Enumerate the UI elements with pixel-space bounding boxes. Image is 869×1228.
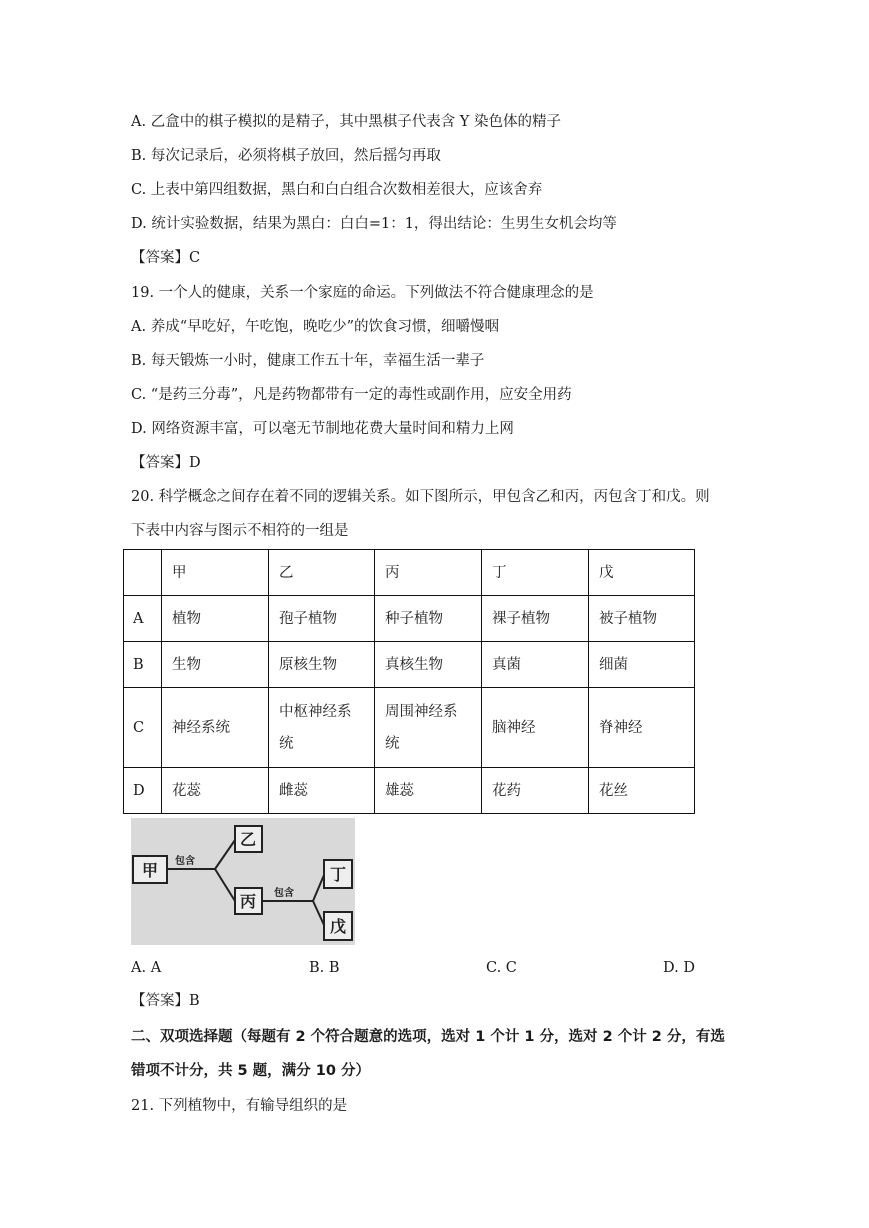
diagram-edge [215, 869, 235, 901]
table-cell: 裸子植物 [482, 596, 589, 642]
table-header-cell: 甲 [162, 550, 269, 596]
diagram-edge [215, 840, 235, 869]
table-cell: D [124, 768, 162, 814]
table-cell-text: 周围神经系统 [385, 703, 458, 752]
q20-option-b: B. B [309, 960, 340, 976]
concept-diagram [131, 818, 355, 945]
q18-answer: 【答案】C [131, 250, 201, 266]
table-header-cell: 戊 [589, 550, 695, 596]
q18-option-d: D. 统计实验数据，结果为黑白：白白=1：1，得出结论：生男生女机会均等 [131, 216, 617, 232]
table-cell: 雌蕊 [269, 768, 375, 814]
table-cell [269, 688, 375, 768]
q20-option-c: C. C [486, 960, 517, 976]
table-row [124, 596, 695, 642]
q19-option-c: C. “是药三分毒”，凡是药物都带有一定的毒性或副作用，应安全用药 [131, 387, 572, 403]
q18-option-c: C. 上表中第四组数据，黑白和白白组合次数相差很大，应该舍弃 [131, 182, 543, 198]
table-cell: 孢子植物 [269, 596, 375, 642]
table-cell: 脑神经 [482, 688, 589, 768]
table-cell: 真菌 [482, 642, 589, 688]
diagram-edge [313, 901, 324, 925]
diagram-edge-label: 包含 [274, 888, 294, 899]
diagram-node-root: 甲 [141, 861, 159, 880]
table-row [124, 642, 695, 688]
table-cell [375, 688, 482, 768]
q19-answer: 【答案】D [131, 455, 201, 471]
q20-option-d: D. D [663, 960, 695, 976]
q19-stem: 19. 一个人的健康，关系一个家庭的命运。下列做法不符合健康理念的是 [131, 285, 594, 301]
table-header-cell: 丙 [375, 550, 482, 596]
q19-option-d: D. 网络资源丰富，可以毫无节制地花费大量时间和精力上网 [131, 421, 514, 437]
diagram-edge [313, 875, 324, 901]
table-cell: 神经系统 [162, 688, 269, 768]
table-header-cell: 丁 [482, 550, 589, 596]
diagram-node-child2: 丙 [239, 892, 257, 911]
q20-option-a: A. A [131, 960, 162, 976]
table-cell: 花蕊 [162, 768, 269, 814]
q20-stem-line2: 下表中内容与图示不相符的一组是 [131, 523, 349, 539]
table-header-cell: 乙 [269, 550, 375, 596]
q20-stem-line1: 20. 科学概念之间存在着不同的逻辑关系。如下图所示，甲包含乙和丙，丙包含丁和戊。则 [131, 489, 710, 505]
table-cell: C [124, 688, 162, 768]
table-cell: 真核生物 [375, 642, 482, 688]
table-cell: 被子植物 [589, 596, 695, 642]
q18-option-b: B. 每次记录后，必须将棋子放回，然后摇匀再取 [131, 148, 441, 164]
diagram-node-grand1: 丁 [329, 865, 347, 884]
q21-stem: 21. 下列植物中，有输导组织的是 [131, 1098, 348, 1114]
table-cell: B [124, 642, 162, 688]
concept-diagram-svg [131, 818, 355, 945]
table-cell: 雄蕊 [375, 768, 482, 814]
q19-option-b: B. 每天锻炼一小时，健康工作五十年，幸福生活一辈子 [131, 353, 485, 369]
section-heading-line1: 二、双项选择题（每题有 2 个符合题意的选项，选对 1 个计 1 分，选对 2 个计 2 分，有选 [131, 1029, 725, 1045]
table-cell: 原核生物 [269, 642, 375, 688]
table-cell-text: 中枢神经系统 [279, 703, 352, 752]
table-cell: 生物 [162, 642, 269, 688]
q19-option-a: A. 养成“早吃好，午吃饱，晚吃少”的饮食习惯，细嚼慢咽 [131, 319, 500, 335]
table-row [124, 768, 695, 814]
table-row [124, 688, 695, 768]
q18-option-a: A. 乙盒中的棋子模拟的是精子，其中黑棋子代表含 Y 染色体的精子 [131, 114, 561, 130]
table-cell [124, 550, 162, 596]
section-heading-line2: 错项不计分，共 5 题，满分 10 分） [131, 1063, 370, 1079]
diagram-edge-label: 包含 [175, 856, 195, 867]
diagram-node-child1: 乙 [239, 830, 257, 849]
concept-table [123, 549, 695, 814]
q20-answer: 【答案】B [131, 993, 200, 1009]
table-cell: 花丝 [589, 768, 695, 814]
table-cell: 种子植物 [375, 596, 482, 642]
table-cell: A [124, 596, 162, 642]
table-cell: 花药 [482, 768, 589, 814]
table-cell: 细菌 [589, 642, 695, 688]
table-header-row [124, 550, 695, 596]
table-cell: 植物 [162, 596, 269, 642]
table-cell: 脊神经 [589, 688, 695, 768]
diagram-node-grand2: 戊 [329, 917, 347, 936]
